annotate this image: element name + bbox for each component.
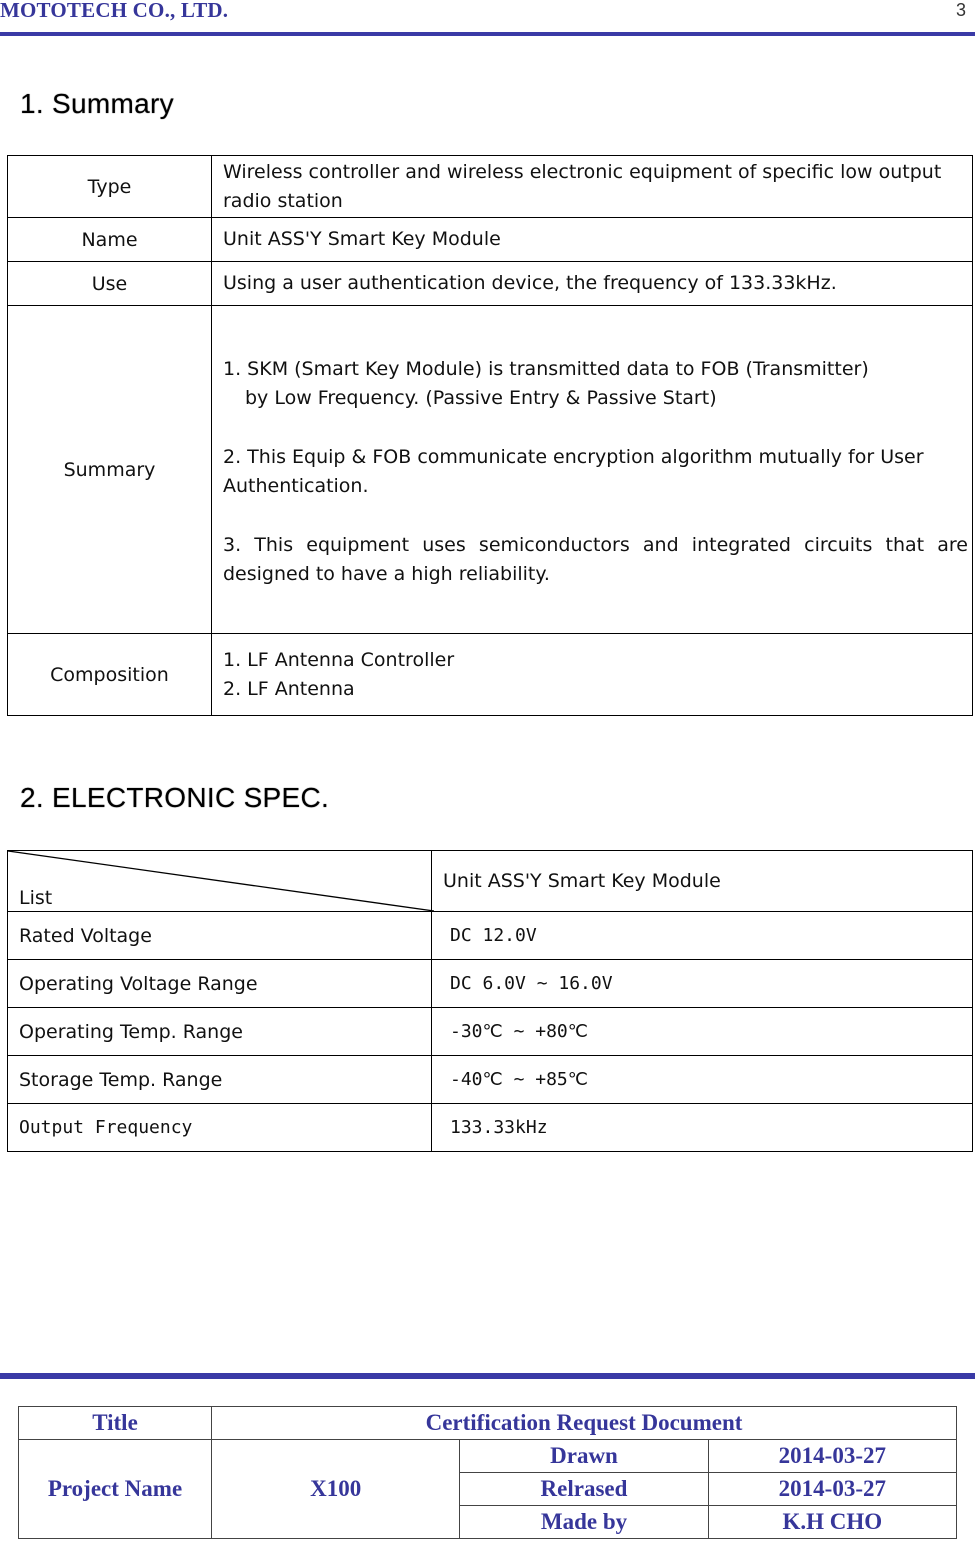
footer-madeby-label: Made by (460, 1506, 708, 1539)
spec-row (8, 1056, 973, 1104)
footer-madeby-value: K.H CHO (708, 1506, 956, 1539)
spec-label: Rated Voltage (8, 912, 432, 960)
spec-label: Output Frequency (8, 1104, 432, 1152)
composition-item-1: 1. LF Antenna Controller (223, 648, 455, 671)
row-value-composition (212, 634, 973, 716)
spec-header-row (8, 851, 973, 912)
row-label-name: Name (8, 218, 212, 262)
section-title-electronic-spec: 2. ELECTRONIC SPEC. (20, 782, 330, 813)
spec-table (7, 850, 973, 1152)
summary-point-1-line-1: 1. SKM (Smart Key Module) is transmitted data to FOB (Transmitter) (223, 357, 869, 380)
company-name: MOTOTECH CO., LTD. (0, 0, 229, 22)
row-value-summary (212, 306, 973, 634)
row-label-summary: Summary (8, 306, 212, 634)
summary-point-3: 3. This equipment uses semiconductors and integrated circuits that are designed to have a high reliability. (223, 533, 968, 585)
summary-row-summary (8, 306, 973, 634)
summary-row-use (8, 262, 973, 306)
footer-table (18, 1406, 957, 1539)
spec-value: -30℃ ~ +80℃ (432, 1008, 973, 1056)
summary-point-1-line-2: by Low Frequency. (Passive Entry & Passive Start) (245, 386, 717, 409)
page-number: 3 (955, 0, 966, 20)
summary-row-name (8, 218, 973, 262)
summary-table (7, 155, 973, 716)
spec-row (8, 960, 973, 1008)
footer-title-label: Title (19, 1407, 212, 1440)
spec-value: DC 6.0V ~ 16.0V (432, 960, 973, 1008)
summary-row-composition (8, 634, 973, 716)
spec-label: Operating Voltage Range (8, 960, 432, 1008)
row-value-use: Using a user authentication device, the frequency of 133.33kHz. (212, 262, 973, 306)
spec-label: Storage Temp. Range (8, 1056, 432, 1104)
footer-project-label: Project Name (19, 1440, 212, 1539)
row-label-use: Use (8, 262, 212, 306)
spec-header-list: List (19, 887, 53, 909)
spec-row (8, 1008, 973, 1056)
spec-row (8, 912, 973, 960)
row-value-name: Unit ASS'Y Smart Key Module (212, 218, 973, 262)
footer-title-value: Certification Request Document (212, 1407, 957, 1440)
spec-label: Operating Temp. Range (8, 1008, 432, 1056)
spec-header-value: Unit ASS'Y Smart Key Module (432, 851, 973, 912)
spec-value: DC 12.0V (432, 912, 973, 960)
summary-row-type (8, 156, 973, 218)
spec-value: 133.33kHz (432, 1104, 973, 1152)
footer-rule (0, 1373, 975, 1379)
composition-item-2: 2. LF Antenna (223, 677, 355, 700)
footer-released-value: 2014-03-27 (708, 1473, 956, 1506)
row-label-type: Type (8, 156, 212, 218)
section-title-summary: 1. Summary (20, 88, 174, 119)
footer-released-label: Relrased (460, 1473, 708, 1506)
spec-row (8, 1104, 973, 1152)
footer-project-value: X100 (212, 1440, 460, 1539)
header-rule (0, 32, 975, 36)
row-label-composition: Composition (8, 634, 212, 716)
spec-header-list-cell (8, 851, 432, 912)
footer-drawn-label: Drawn (460, 1440, 708, 1473)
diagonal-divider (8, 851, 434, 911)
footer-drawn-value: 2014-03-27 (708, 1440, 956, 1473)
summary-point-2: 2. This Equip & FOB communicate encryption algorithm mutually for User Authentication. (223, 445, 924, 497)
row-value-type: Wireless controller and wireless electronic equipment of specific low output radio station (212, 156, 973, 218)
spec-value: -40℃ ~ +85℃ (432, 1056, 973, 1104)
